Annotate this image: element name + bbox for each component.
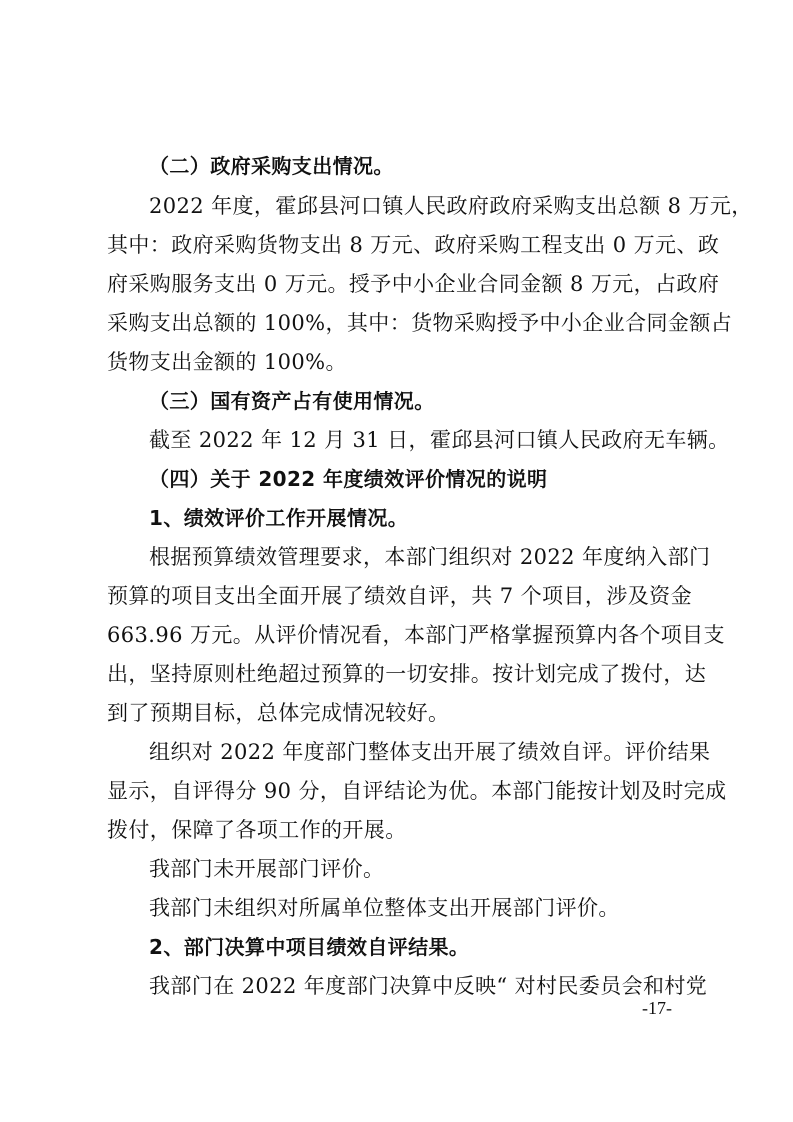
subsection-heading-results: 2、部门决算中项目绩效自评结果。 — [149, 935, 470, 959]
paragraph-line: 到了预期目标，总体完成情况较好。 — [107, 701, 450, 725]
paragraph-line: 组织对 2022 年度部门整体支出开展了绩效自评。评价结果 — [149, 740, 711, 764]
paragraph-line: 2022 年度，霍邱县河口镇人民政府政府采购支出总额 8 万元， — [149, 194, 753, 218]
section-heading-procurement: （二）政府采购支出情况。 — [149, 154, 394, 178]
paragraph-line: 显示，自评得分 90 分，自评结论为优。本部门能按计划及时完成 — [107, 779, 727, 803]
paragraph-line: 府采购服务支出 0 万元。授予中小企业合同金额 8 万元，占政府 — [107, 272, 720, 296]
paragraph-line: 其中：政府采购货物支出 8 万元、政府采购工程支出 0 万元、政 — [107, 233, 720, 257]
paragraph-line: 我部门未组织对所属单位整体支出开展部门评价。 — [149, 896, 620, 920]
section-heading-performance: （四）关于 2022 年度绩效评价情况的说明 — [149, 467, 548, 491]
paragraph-line: 采购支出总额的 100%，其中：货物采购授予中小企业合同金额占 — [107, 311, 733, 335]
page-number: -17- — [642, 998, 672, 1018]
paragraph-line: 截至 2022 年 12 月 31 日，霍邱县河口镇人民政府无车辆。 — [149, 428, 730, 452]
section-heading-assets: （三）国有资产占有使用情况。 — [149, 389, 435, 413]
paragraph-line: 拨付，保障了各项工作的开展。 — [107, 818, 407, 842]
paragraph-line: 根据预算绩效管理要求，本部门组织对 2022 年度纳入部门 — [149, 545, 711, 569]
paragraph-line: 货物支出金额的 100%。 — [107, 350, 347, 374]
paragraph-line: 预算的项目支出全面开展了绩效自评，共 7 个项目，涉及资金 — [107, 584, 692, 608]
paragraph-line: 出，坚持原则杜绝超过预算的一切安排。按计划完成了拨付，达 — [107, 662, 707, 686]
paragraph-line: 663.96 万元。从评价情况看，本部门严格掌握预算内各个项目支 — [107, 623, 725, 647]
paragraph-line: 我部门在 2022 年度部门决算中反映“ 对村民委员会和村党 — [149, 974, 708, 998]
paragraph-line: 我部门未开展部门评价。 — [149, 857, 385, 881]
subsection-heading-evaluation: 1、绩效评价工作开展情况。 — [149, 506, 409, 530]
